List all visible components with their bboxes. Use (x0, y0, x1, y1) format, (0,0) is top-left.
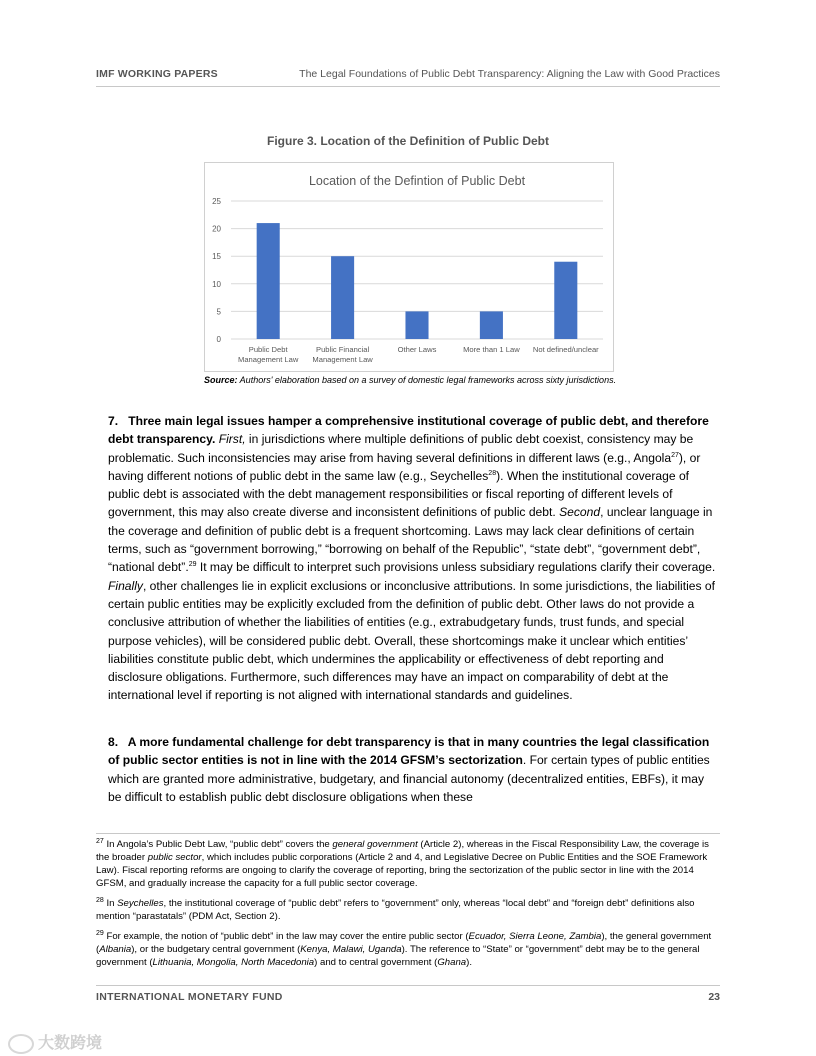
footnote-ref-27[interactable]: 27 (671, 451, 679, 459)
figure-caption: Figure 3. Location of the Definition of Public Debt (267, 134, 549, 148)
footnote-italic: Kenya, Malawi, Uganda (300, 944, 402, 955)
x-tick-label: Not defined/unclear (532, 345, 599, 354)
paragraph-7 (108, 412, 720, 705)
paper-title: The Legal Foundations of Public Debt Transparency: Aligning the Law with Good Practices (299, 68, 720, 80)
paragraph-text: , unclear language in the coverage and definition of public debt is a frequent shortcoming. Laws may lack clear definitions of certain terms, such as “government borrowing,” “borrowing on behalf of the Republic”, “state debt”, “government debt”, “national debt”. (108, 505, 713, 575)
footer-publisher: INTERNATIONAL MONETARY FUND (96, 991, 283, 1003)
paragraph-8 (108, 733, 720, 806)
finally-label: Finally (108, 578, 143, 593)
footnote-italic: Albania (99, 944, 132, 955)
chart-title: Location of the Defintion of Public Debt (308, 174, 526, 188)
x-tick-label: Management Law (312, 355, 373, 364)
y-tick-label: 10 (212, 279, 221, 289)
y-tick-label: 15 (212, 252, 221, 262)
paragraph-number: 8. (108, 735, 119, 749)
x-tick-label: Management Law (238, 355, 299, 364)
footer-divider (96, 985, 720, 986)
series-title: IMF WORKING PAPERS (96, 68, 218, 80)
footnote-text: In Angola’s Public Debt Law, “public debt” covers the (103, 839, 333, 850)
footnote-ref-28[interactable]: 28 (488, 469, 497, 477)
footnote-text: ). The reference to “State” or “government” debt may be to the general government ( (96, 944, 700, 968)
figure-source (204, 374, 624, 387)
footnote-number: 27 (96, 837, 104, 845)
footnote-italic: Seychelles (117, 898, 164, 909)
footnote-italic: Lithuania, Mongolia, North Macedonia (152, 957, 315, 968)
bar (331, 256, 354, 339)
paragraph-lead: A more fundamental challenge for debt transparency is that in many countries the legal classification of public sector entities is not in line with the 2014 GFSM’s sectorization (108, 735, 710, 768)
footnote-28 (96, 897, 722, 923)
paragraph-text: ). When the institutional coverage of public debt is associated with the debt management responsibilities or fiscal reporting of different levels of government, this may also create diverse and inconsistent definitions of public debt. (108, 468, 690, 520)
footnote-text: , which includes public corporations (Article 2 and 4, and Legislative Decree on Public Entities and the SOE Framework Law). Fiscal reporting reforms are ongoing to clarify the coverage of reporting, bring the sectorization of the public sector in line with the 2014 GFSM, and gradually increase the capacity for a full public sector coverage. (96, 852, 708, 889)
chart-svg (205, 163, 613, 371)
y-tick-label: 20 (212, 224, 221, 234)
watermark (8, 1030, 102, 1054)
footnote-italic: general government (332, 839, 418, 850)
bar (554, 262, 577, 339)
bar (480, 311, 503, 339)
watermark-text: 大数跨境 (38, 1035, 103, 1052)
footnote-text: ). (466, 957, 473, 968)
paragraph-text: in jurisdictions where multiple definitions of public debt coexist, consistency may be problematic. Such inconsistencies may arise from having several definitions in different laws (e.g., Angola (108, 432, 694, 465)
footnote-text: ), or the budgetary central government ( (131, 944, 301, 955)
footnote-27 (96, 838, 722, 890)
footnote-italic: Ghana (437, 957, 467, 968)
source-label: Source: (204, 375, 238, 385)
footnote-text: (Article 2), whereas in the Fiscal Responsibility Law, the coverage is the broader (96, 839, 709, 863)
y-tick-label: 25 (212, 197, 221, 206)
bar-chart (204, 162, 614, 372)
first-label: First, (218, 432, 246, 447)
source-text: Authors' elaboration based on a survey of domestic legal frameworks across sixty jurisdictions. (237, 375, 617, 385)
x-tick-label: Public Financial (316, 345, 370, 354)
paragraph-text: ), or having different notions of public debt in the same law (e.g., Seychelles (108, 450, 701, 483)
paragraph-text: , other challenges lie in explicit exclusions or inconclusive attributions. In some jurisdictions, the liabilities of certain public entities may be explicitly excluded from the definition of public debt. Other laws do not provide a conclusive attribution of whether the liabilities of entities (e.g., extrabudgetary funds, trust funds, and special purpose vehicles), will be considered public debt. Overall, these shortcomings make it unclear which entities’ liabilities constitute public debt, which undermines the applicability or effectiveness of debt reporting and disclosure obligations. Furthermore, such differences may have an impact on comparability of debt at the international level if reporting is not aligned with international standards and guidelines. (108, 578, 715, 703)
footnote-number: 28 (96, 896, 104, 904)
paragraph-text: . For certain types of public entities which are granted more administrative, budgetary, and financial autonomy (decentralized entities, EBFs), it may be difficult to establish public debt disclosure obligations when these (108, 753, 710, 804)
second-label: Second (559, 505, 601, 520)
x-tick-label: More than 1 Law (463, 345, 520, 354)
bar (405, 311, 428, 339)
footnote-ref-29[interactable]: 29 (188, 561, 197, 569)
x-tick-label: Public Debt (248, 345, 288, 354)
page-number: 23 (708, 991, 720, 1003)
footnote-divider (96, 833, 720, 834)
paragraph-number: 7. (108, 414, 119, 428)
footnote-italic: public sector (147, 852, 202, 863)
footnote-29 (96, 930, 722, 969)
footnote-text: ) and to central government ( (314, 957, 438, 968)
y-tick-label: 5 (216, 307, 221, 317)
paragraph-lead: Three main legal issues hamper a comprehensive institutional coverage of public debt, and therefore debt transparency. (108, 414, 709, 447)
y-tick-label: 0 (216, 335, 221, 344)
footnote-text: In (103, 898, 118, 909)
footnote-italic: Ecuador, Sierra Leone, Zambia (468, 931, 602, 942)
footnote-text: For example, the notion of “public debt” in the law may cover the entire public sector ( (103, 931, 469, 942)
footnote-text: ), the general government ( (96, 931, 712, 955)
page-header (96, 66, 720, 87)
footnote-number: 29 (96, 929, 104, 937)
paragraph-text: It may be difficult to interpret such provisions unless subsidiary regulations clarify their coverage. (196, 560, 716, 575)
watermark-logo-icon (8, 1034, 34, 1054)
bar (257, 223, 280, 339)
x-tick-label: Other Laws (397, 345, 437, 354)
footnote-text: , the institutional coverage of “public debt” refers to “government” only, whereas “local debt” and “foreign debt” definitions also mention “parastatals” (PDM Act, Section 2). (96, 898, 695, 922)
